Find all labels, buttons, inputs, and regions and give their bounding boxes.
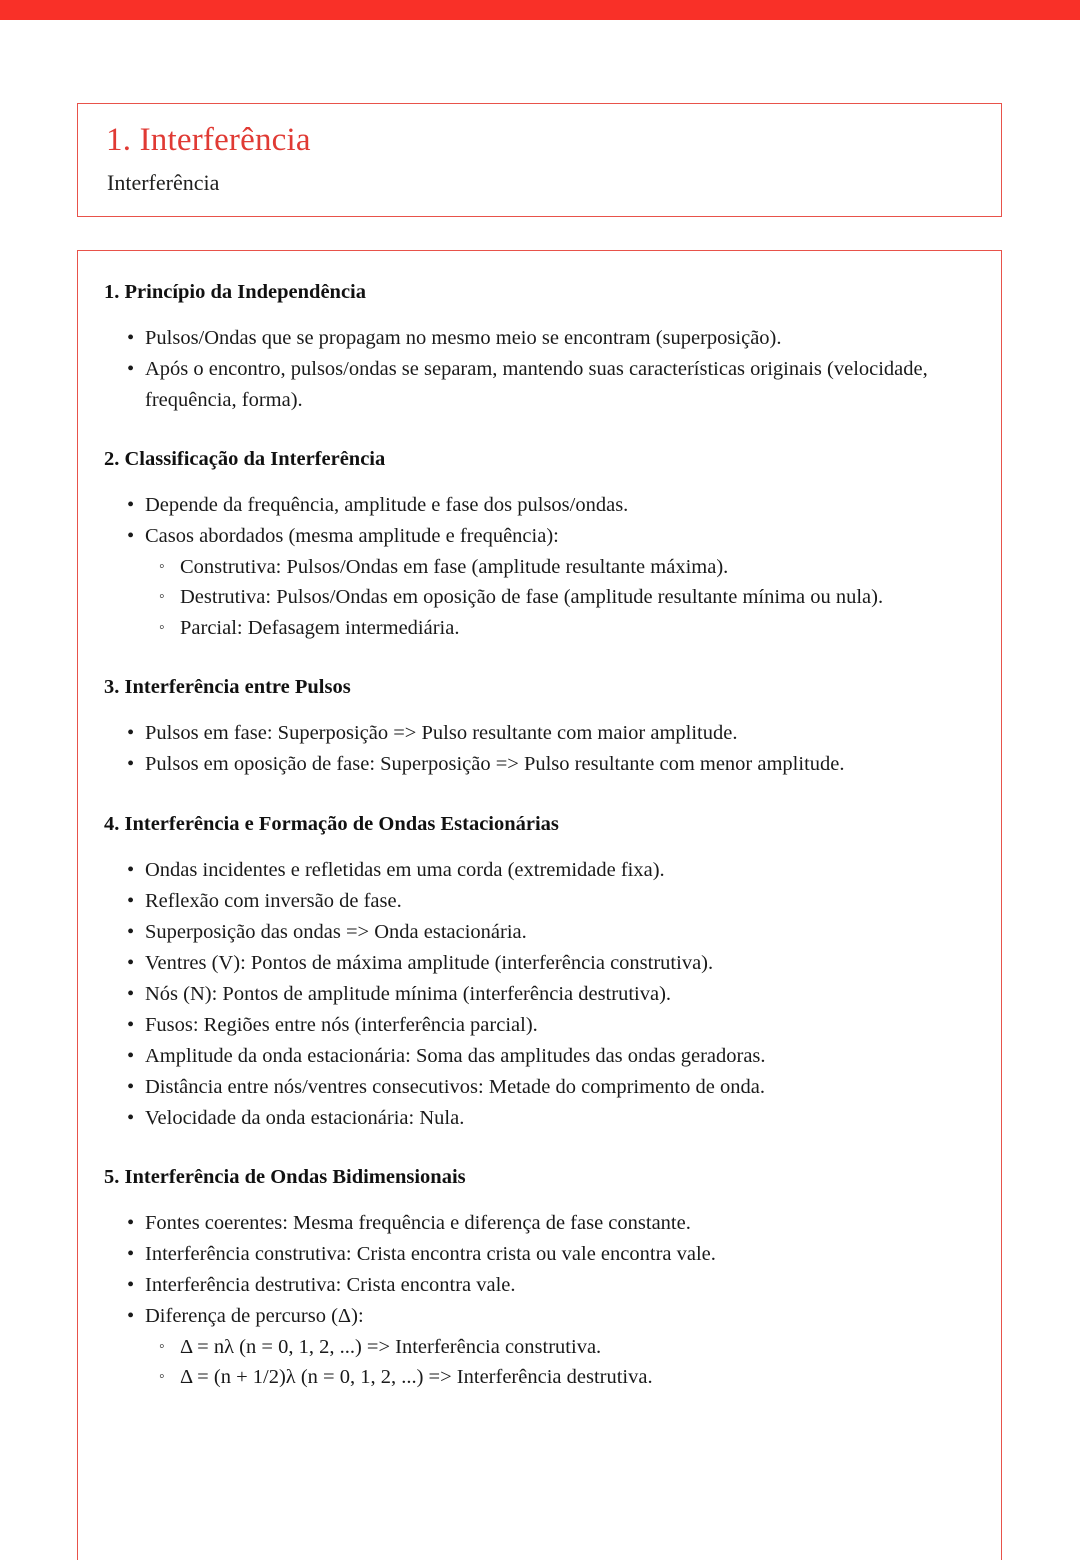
list-item [104,323,975,354]
sub-list-item-text: Parcial: Defasagem intermediária. [180,616,460,639]
list-item-text: Diferença de percurso (Δ): [145,1305,364,1327]
bullet-point-icon: • [127,494,135,516]
bullet-point-icon: • [127,889,135,912]
sub-list-item [145,552,975,583]
list-item-text: Após o encontro, pulsos/ondas se separam, mantendo suas características originais (velocidade, frequência, forma). [145,358,928,411]
bullet-point-icon: • [127,1305,135,1327]
bullet-point-icon: • [127,1212,135,1234]
content-section [104,674,975,780]
list-item-text: Pulsos em fase: Superposição => Pulso resultante com maior amplitude. [145,722,738,744]
bullet-point-icon: • [127,1243,135,1265]
list-item-text: Interferência construtiva: Crista encontra crista ou vale encontra vale. [145,1243,716,1265]
sections-container [104,279,975,1393]
sub-list-item-text: Δ = nλ (n = 0, 1, 2, ...) => Interferência construtiva. [180,1335,602,1358]
list-item-text: Amplitude da onda estacionária: Soma das amplitudes das ondas geradoras. [145,1044,766,1067]
list-item-text: Reflexão com inversão de fase. [145,889,402,912]
list-item [104,521,975,643]
content-section [104,279,975,415]
sub-list-item [145,1362,975,1393]
list-item [104,1239,975,1270]
list-item-text: Depende da frequência, amplitude e fase dos pulsos/ondas. [145,494,629,516]
sub-list-item-text: Construtiva: Pulsos/Ondas em fase (amplitude resultante máxima). [180,555,729,578]
list-item [104,1072,975,1103]
bullet-point-icon: • [127,358,135,380]
document-content-card [77,250,1002,1560]
list-item [104,718,975,749]
bullet-point-icon: • [127,722,135,744]
sub-list-item-text: Δ = (n + 1/2)λ (n = 0, 1, 2, ...) => Interferência destrutiva. [180,1366,653,1388]
list-item [104,1301,975,1393]
list-item [104,917,975,948]
content-section [104,1164,975,1393]
content-section [104,446,975,643]
bullet-list [104,490,975,643]
list-item [104,1041,975,1072]
list-item-text: Distância entre nós/ventres consecutivos: Metade do comprimento de onda. [145,1075,765,1098]
content-section [104,811,975,1134]
list-item [104,979,975,1010]
bullet-list [104,323,975,415]
sub-bullet-list [145,1332,975,1393]
list-item [104,749,975,780]
list-item [104,1103,975,1134]
hollow-bullet-point-icon: ◦ [159,618,165,636]
list-item-text: Ondas incidentes e refletidas em uma corda (extremidade fixa). [145,858,665,881]
list-item-text: Fontes coerentes: Mesma frequência e diferença de fase constante. [145,1212,691,1234]
page-title: 1. Interferência [106,122,311,158]
bullet-point-icon: • [127,1075,135,1098]
list-item-text: Nós (N): Pontos de amplitude mínima (interferência destrutiva). [145,982,672,1005]
sub-list-item [145,582,975,613]
bullet-point-icon: • [127,753,135,775]
list-item [104,886,975,917]
list-item-text: Pulsos em oposição de fase: Superposição => Pulso resultante com menor amplitude. [145,753,845,775]
bullet-list [104,1208,975,1393]
list-item-text: Ventres (V): Pontos de máxima amplitude (interferência construtiva). [145,951,714,974]
list-item [104,1208,975,1239]
hollow-bullet-point-icon: ◦ [159,588,165,605]
section-heading: 1. Princípio da Independência [104,281,366,303]
bullet-point-icon: • [127,1013,135,1036]
bullet-point-icon: • [127,1106,135,1129]
list-item [104,1010,975,1041]
bullet-point-icon: • [127,920,135,943]
list-item-text: Velocidade da onda estacionária: Nula. [145,1106,465,1129]
list-item-text: Interferência destrutiva: Crista encontra vale. [145,1274,516,1296]
page-subtitle: Interferência [107,170,220,195]
hollow-bullet-point-icon: ◦ [159,557,165,575]
section-heading: 2. Classificação da Interferência [104,448,386,470]
bullet-point-icon: • [127,525,135,547]
document-header-card [77,103,1002,217]
sub-list-item [145,613,975,644]
list-item [104,490,975,521]
bullet-point-icon: • [127,951,135,974]
bullet-point-icon: • [127,858,135,881]
bullet-point-icon: • [127,1044,135,1067]
list-item [104,948,975,979]
bullet-point-icon: • [127,1274,135,1296]
bullet-list [104,855,975,1134]
hollow-bullet-point-icon: ◦ [159,1337,165,1355]
sub-bullet-list [145,552,975,644]
list-item-text: Fusos: Regiões entre nós (interferência parcial). [145,1013,538,1036]
section-heading: 5. Interferência de Ondas Bidimensionais [104,1166,466,1188]
bullet-list [104,718,975,780]
list-item-text: Casos abordados (mesma amplitude e frequência): [145,525,559,547]
bullet-point-icon: • [127,327,135,349]
hollow-bullet-point-icon: ◦ [159,1368,165,1385]
list-item [104,1270,975,1301]
sub-list-item-text: Destrutiva: Pulsos/Ondas em oposição de fase (amplitude resultante mínima ou nula). [180,586,884,608]
bullet-point-icon: • [127,982,135,1005]
list-item [104,354,975,415]
section-heading: 4. Interferência e Formação de Ondas Estacionárias [104,812,559,835]
list-item-text: Pulsos/Ondas que se propagam no mesmo meio se encontram (superposição). [145,327,782,349]
sub-list-item [145,1332,975,1363]
top-accent-bar [0,0,1080,20]
section-heading: 3. Interferência entre Pulsos [104,676,351,698]
list-item-text: Superposição das ondas => Onda estacionária. [145,920,527,943]
list-item [104,855,975,886]
